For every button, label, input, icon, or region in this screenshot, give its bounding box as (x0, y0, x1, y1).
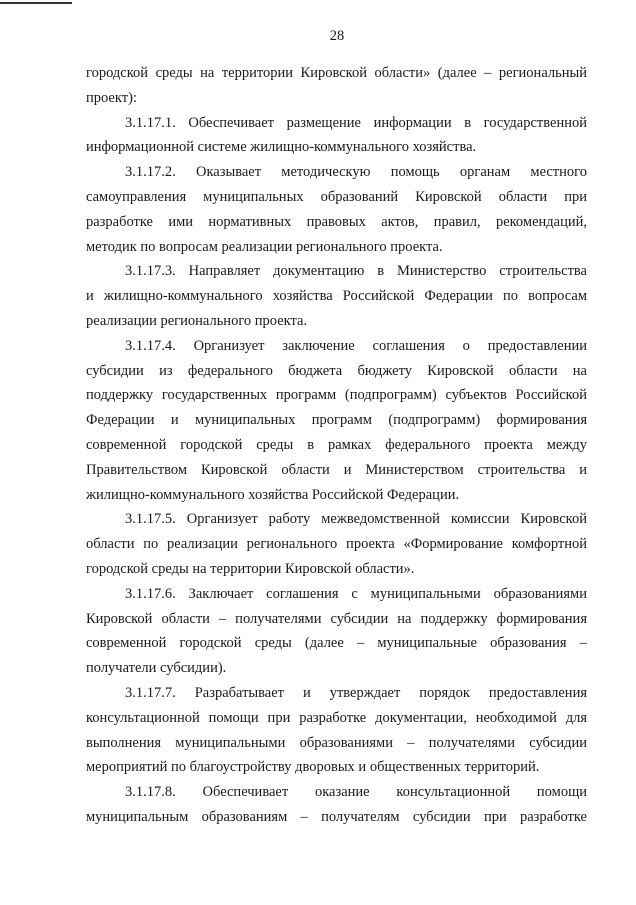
text-line: получатели субсидии). (86, 660, 227, 677)
text-line: информационной системе жилищно-коммунального хозяйства. (86, 139, 477, 156)
text-line: 3.1.17.7. Разрабатывает и утверждает порядок предоставления (125, 684, 587, 701)
paragraph (86, 61, 587, 111)
text-line: методик по вопросам реализации регионального проекта. (86, 238, 443, 255)
text-line: мероприятий по благоустройству дворовых и общественных территорий. (86, 759, 540, 776)
paragraph (86, 160, 587, 259)
text-line: разработке ими нормативных правовых актов, правил, рекомендаций, (86, 213, 587, 230)
text-line: самоуправления муниципальных образований Кировской области при (86, 188, 587, 205)
text-line: городской среды на территории Кировской области». (86, 560, 415, 577)
paragraph (86, 111, 587, 161)
text-line: проект): (86, 89, 137, 106)
text-line: Правительством Кировской области и Министерством строительства и (86, 461, 587, 478)
text-line: 3.1.17.3. Направляет документацию в Министерство строительства (125, 263, 587, 280)
paragraph (86, 582, 587, 681)
text-line: выполнения муниципальными образованиями – получателями субсидии (86, 734, 587, 751)
text-line: и жилищно-коммунального хозяйства Российской Федерации по вопросам (86, 288, 587, 305)
text-line: поддержку государственных программ (подпрограмм) субъектов Российской (86, 387, 587, 404)
text-line: реализации регионального проекта. (86, 312, 308, 329)
text-line: консультационной помощи при разработке документации, необходимой для (86, 709, 587, 726)
text-line: городской среды на территории Кировской области» (далее – региональный (86, 65, 587, 81)
text-line: жилищно-коммунального хозяйства Российской Федерации. (86, 486, 460, 503)
paragraph (86, 507, 587, 581)
text-line: 3.1.17.5. Организует работу межведомственной комиссии Кировской (125, 511, 587, 528)
text-line: современной городской среды (далее – муниципальные образования – (86, 635, 587, 652)
text-line: 3.1.17.6. Заключает соглашения с муниципальными образованиями (125, 585, 587, 602)
text-line: 3.1.17.1. Обеспечивает размещение информации в государственной (125, 114, 587, 131)
text-line: области по реализации регионального проекта «Формирование комфортной (86, 536, 587, 553)
document-body (86, 61, 587, 830)
text-line: субсидии из федерального бюджета бюджету Кировской области на (86, 362, 587, 379)
text-line: 3.1.17.8. Обеспечивает оказание консультационной помощи (125, 784, 587, 801)
paragraph (86, 334, 587, 508)
paragraph (86, 259, 587, 333)
page-number: 28 (329, 28, 345, 44)
text-line: муниципальным образованиям – получателям субсидии при разработке (86, 808, 587, 825)
text-line: 3.1.17.4. Организует заключение соглашения о предоставлении (125, 337, 587, 354)
text-line: 3.1.17.2. Оказывает методическую помощь органам местного (125, 164, 587, 181)
scan-edge-mark (0, 2, 72, 4)
text-line: Кировской области – получателями субсидии на поддержку формирования (86, 610, 587, 627)
paragraph (86, 681, 587, 780)
text-line: Федерации и муниципальных программ (подпрограмм) формирования (86, 412, 587, 429)
text-line: современной городской среды в рамках федерального проекта между (86, 436, 587, 453)
paragraph (86, 780, 587, 830)
